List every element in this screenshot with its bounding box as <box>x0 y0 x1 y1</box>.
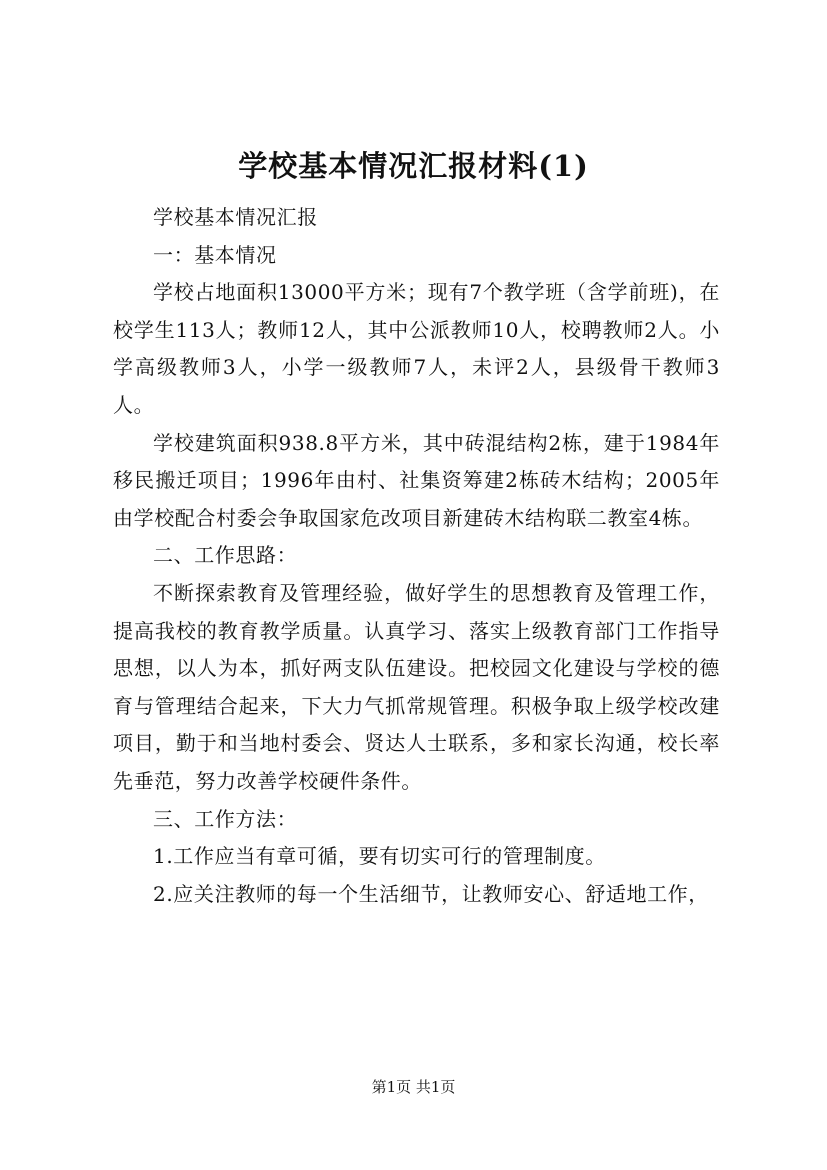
paragraph-heading-report: 学校基本情况汇报 <box>153 205 318 229</box>
paragraph-section-basic: 一：基本情况 <box>153 242 277 267</box>
paragraph-building-info: 学校建筑面积938.8平方米，其中砖混结构2栋，建于1984年移民搬迁项目；1996年由村、社集资筹建2栋砖木结构；2005年由学校配合村委会争取国家危改项目新建砖木结构联二教室4栋。 <box>113 430 720 530</box>
paragraph-basic-info: 学校占地面积13000平方米；现有7个教学班（含学前班)，在校学生113人；教师12人，其中公派教师10人，校聘教师2人。小学高级教师3人，小学一级教师7人，未评2人，县级骨干教师3人。 <box>113 280 720 417</box>
document-body <box>113 199 720 913</box>
paragraph-approach-detail: 不断探索教育及管理经验，做好学生的思想教育及管理工作，提高我校的教育教学质量。认真学习、落实上级教育部门工作指导思想，以人为本，抓好两支队伍建设。把校园文化建设与学校的德育与管理结合起来，下大力气抓常规管理。积极争取上级学校改建项目，勤于和当地村委会、贤达人士联系，多和家长沟通，校长率先垂范，努力改善学校硬件条件。 <box>113 580 720 793</box>
document-title: 学校基本情况汇报材料(1) <box>238 149 589 183</box>
paragraph-method-1: 1.工作应当有章可循，要有切实可行的管理制度。 <box>153 844 606 869</box>
paragraph-section-approach: 二、工作思路： <box>153 543 298 568</box>
paragraph-section-methods: 三、工作方法： <box>153 806 298 831</box>
paragraph-method-2: 2.应关注教师的每一个生活细节，让教师安心、舒适地工作， <box>153 881 709 906</box>
page-footer: 第1页 共1页 <box>371 1078 456 1096</box>
